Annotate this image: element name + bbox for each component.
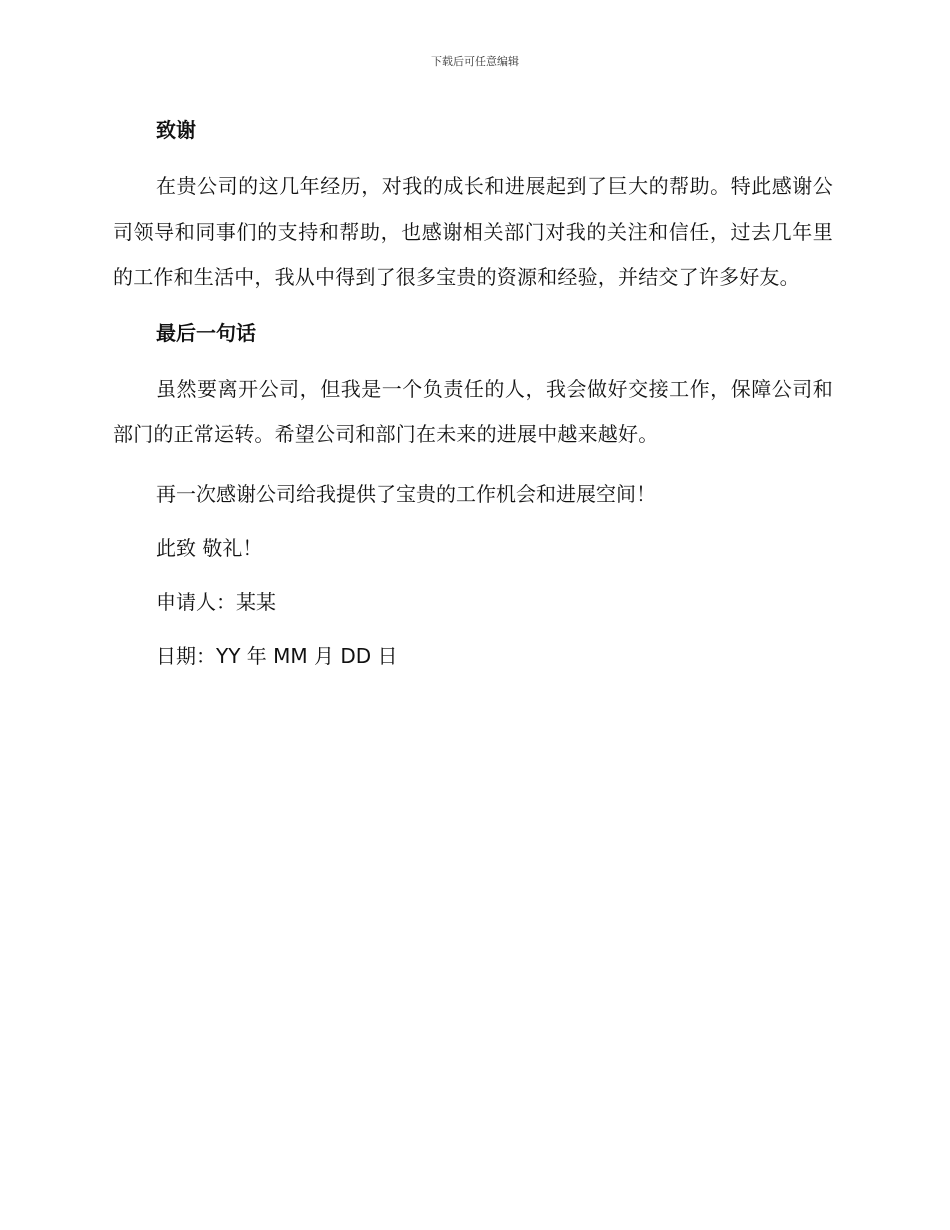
section-heading-last-words: 最后一句话 [156,320,256,345]
document-body [113,112,833,674]
closing-salutation: 此致 敬礼！ [156,535,263,560]
date-line: 日期：YY 年 MM 月 DD 日 [156,643,398,668]
section-paragraph-thanks: 在贵公司的这几年经历，对我的成长和进展起到了巨大的帮助。特此感谢公司领导和同事们的支持和帮助，也感谢相关部门对我的关注和信任，过去几年里的工作和生活中，我从中得到了很多宝贵的资源和经验，并结交了许多好友。 [113,174,833,289]
section-paragraph-last-words: 虽然要离开公司，但我是一个负责任的人，我会做好交接工作，保障公司和部门的正常运转。希望公司和部门在未来的进展中越来越好。 [113,376,833,446]
page-header: 下载后可任意编辑 [431,55,519,68]
applicant-line: 申请人：某某 [156,589,276,614]
closing-thanks: 再一次感谢公司给我提供了宝贵的工作机会和进展空间！ [156,481,656,506]
section-heading-thanks: 致谢 [156,118,196,142]
